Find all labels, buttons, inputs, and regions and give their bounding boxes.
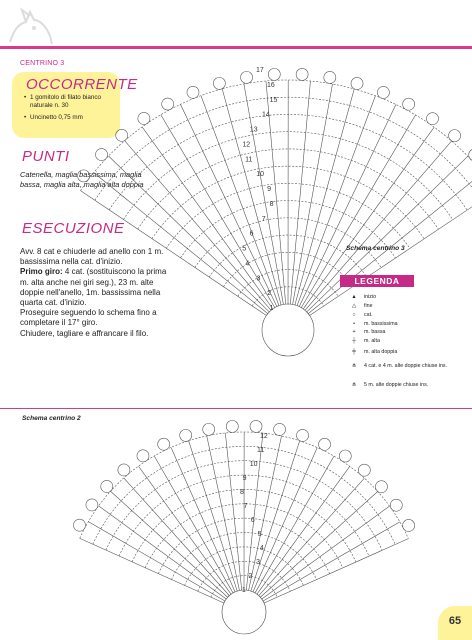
top-round-number: 13 xyxy=(249,126,258,134)
legend-label: m. bassissima xyxy=(364,320,398,327)
bottom-diagram-picot xyxy=(101,480,113,492)
top-diagram-picot xyxy=(449,130,461,142)
cluster-4-icon: ⋔ xyxy=(351,362,357,369)
bottom-diagram-caption: Schema centrino 2 xyxy=(22,415,81,422)
legend-label: 4 cat. e 4 m. alte doppie chiuse ins. xyxy=(364,362,448,369)
top-diagram-stitch-line xyxy=(80,191,266,316)
double-crochet-icon: ┼ xyxy=(352,337,356,344)
top-round-number: 15 xyxy=(269,96,278,104)
top-round-number: 10 xyxy=(256,171,265,179)
bottom-diagram-picot xyxy=(203,423,215,435)
bottom-round-number: 3 xyxy=(256,559,260,566)
slip-stitch-icon: • xyxy=(353,320,355,327)
materials-item: • 1 gomitolo di filato bianco naturale n. 30 xyxy=(24,94,118,110)
top-diagram-picot xyxy=(187,86,199,98)
top-diagram-picot xyxy=(351,77,363,89)
bottom-round-number: 12 xyxy=(260,433,268,440)
top-diagram-picot xyxy=(268,68,280,80)
bottom-diagram-picot xyxy=(226,420,238,432)
legend-item xyxy=(348,380,428,390)
bottom-diagram-stitch-line xyxy=(99,506,227,599)
legend-title: LEGENDA xyxy=(340,275,414,287)
bottom-round-number: 7 xyxy=(243,503,248,510)
middle-rule xyxy=(0,408,472,409)
top-round-number: 14 xyxy=(261,111,270,119)
legend-label: m. alta doppia xyxy=(364,348,398,355)
top-diagram-picot xyxy=(162,98,174,110)
bottom-diagram-stitch-line xyxy=(171,447,235,591)
top-diagram-picot xyxy=(213,77,225,89)
execution-p1: Avv. 8 cat e chiuderle ad anello con 1 m. bassissima nella cat. d'inizio. xyxy=(20,247,164,267)
bottom-diagram-picot xyxy=(403,519,415,531)
top-round-number: 11 xyxy=(245,156,253,164)
top-diagram-stitch-line xyxy=(222,89,281,305)
top-diagram-picot xyxy=(116,129,128,141)
materials-heading: OCCORRENTE xyxy=(26,76,138,93)
bottom-diagram-picot xyxy=(73,519,85,531)
bottom-diagram-stitch-line xyxy=(263,522,400,601)
bottom-round-number: 11 xyxy=(256,447,265,454)
top-round-number: 16 xyxy=(266,81,275,89)
bottom-diagram-stitch-line xyxy=(259,478,365,595)
top-diagram-picot xyxy=(403,98,415,110)
end-arrow-icon: △ xyxy=(351,302,357,309)
stitches-heading: PUNTI xyxy=(22,148,70,165)
legend-label: fine xyxy=(364,302,373,309)
top-round-number: 5 xyxy=(242,245,247,253)
section-tag: CENTRINO 3 xyxy=(20,60,65,67)
top-diagram-picot xyxy=(241,71,253,83)
bottom-diagram-picot xyxy=(339,450,351,462)
top-diagram-stitch-line xyxy=(307,156,468,312)
top-round-number: 12 xyxy=(242,141,251,149)
single-crochet-icon: + xyxy=(352,328,356,335)
bottom-diagram-stitch-line xyxy=(124,478,229,596)
bottom-diagram-stitch-line xyxy=(154,456,233,593)
bottom-round-number: 10 xyxy=(249,461,258,468)
bottom-diagram-stitch-line xyxy=(259,506,390,599)
top-round-number: 2 xyxy=(267,290,272,298)
bottom-round-number: 9 xyxy=(242,475,247,482)
bottom-diagram-picot xyxy=(358,464,370,476)
treble-crochet-icon: ╪ xyxy=(352,348,356,355)
chain-icon: ○ xyxy=(352,311,356,318)
bottom-diagram-stitch-line xyxy=(250,448,317,592)
top-round-number: 1 xyxy=(269,305,274,312)
top-diagram-picot xyxy=(377,86,389,98)
bottom-diagram-stitch-line xyxy=(88,522,225,601)
top-round-number: 7 xyxy=(261,215,266,223)
top-round-number: 8 xyxy=(269,200,274,208)
top-diagram-picot xyxy=(324,71,336,83)
materials-item: • Uncinetto 0,75 mm xyxy=(24,114,118,122)
bottom-diagram-picot xyxy=(250,420,262,432)
execution-p2: 4 cat. (sostituiscono la prima m. alta anche nei giri seg.), 23 m. alte doppie nell'anello, 1m. bassissima nella quarta cat. d'inizio. xyxy=(20,267,167,308)
stitches-text: Catenella, maglia bassissima, maglia bassa, maglia alta, maglia alta doppia xyxy=(20,170,144,189)
bottom-round-number: 1 xyxy=(241,587,246,594)
bottom-diagram-picot xyxy=(319,438,331,450)
execution-p3: Proseguire seguendo lo schema fino a completare il 17° giro. xyxy=(20,308,157,328)
bottom-round-number: 6 xyxy=(250,517,255,524)
top-diagram-picot xyxy=(96,149,108,161)
bottom-round-number: 2 xyxy=(248,573,253,580)
top-round-number: 9 xyxy=(267,186,272,193)
legend-item xyxy=(348,361,447,371)
top-diagram-stitch-line xyxy=(94,173,268,314)
top-diagram-picot xyxy=(426,113,438,125)
bottom-round-number: 8 xyxy=(240,489,244,496)
bottom-diagram-fan xyxy=(73,420,414,634)
bottom-diagram-center-ring xyxy=(222,590,266,634)
legend-item xyxy=(348,336,380,346)
legend-label: m. bassa xyxy=(364,328,386,335)
legend-item xyxy=(348,347,397,357)
top-diagram-picot xyxy=(78,170,90,182)
bottom-diagram-picot xyxy=(375,481,387,493)
bottom-round-number: 4 xyxy=(259,545,264,552)
round1-label: Primo giro: xyxy=(20,267,63,277)
top-diagram-stitch-line xyxy=(295,89,354,305)
bottom-diagram-picot xyxy=(86,499,98,511)
bottom-diagram-picot xyxy=(180,429,192,441)
bottom-diagram-picot xyxy=(274,423,286,435)
bottom-diagram-stitch-line xyxy=(255,456,334,593)
top-diagram-stitch-line xyxy=(310,191,472,316)
top-diagram-picot xyxy=(138,112,150,124)
bottom-diagram-picot xyxy=(390,499,402,511)
top-round-number: 6 xyxy=(249,230,254,238)
top-diagram-stitch-line xyxy=(108,156,272,312)
bottom-diagram-picot xyxy=(297,429,309,441)
legend-label: cat. xyxy=(364,311,373,318)
bottom-diagram-stitch-line xyxy=(80,538,224,603)
page-number: 65 xyxy=(438,606,472,640)
bottom-round-number: 5 xyxy=(257,531,262,538)
execution-heading: ESECUZIONE xyxy=(22,220,125,237)
top-diagram-picot xyxy=(296,68,308,80)
bottom-diagram-stitch-line xyxy=(246,433,263,590)
bottom-diagram-picot xyxy=(137,450,149,462)
top-diagram-stitch-line xyxy=(180,104,276,306)
bottom-diagram-stitch-line xyxy=(225,433,241,590)
top-diagram-stitch-line xyxy=(293,84,333,304)
execution-p4: Chiudere, tagliare e affrancare il filo. xyxy=(20,328,149,338)
legend-label: inizio xyxy=(364,293,377,300)
bottom-diagram-picot xyxy=(118,464,130,476)
top-diagram-fan xyxy=(78,68,472,356)
cluster-5-icon: ⋔ xyxy=(351,381,357,388)
top-round-number: 3 xyxy=(256,275,261,283)
start-arrow-icon: ▲ xyxy=(351,293,357,300)
legend-label: m. alta xyxy=(364,337,380,344)
legend-label: 5 m. alte doppie chiuse ins. xyxy=(364,381,429,388)
bottom-diagram-picot xyxy=(158,438,170,450)
bottom-diagram-stitch-line xyxy=(264,539,408,603)
top-round-number: 4 xyxy=(245,260,250,268)
top-diagram-stitch-line xyxy=(308,173,472,314)
top-diagram-caption: Schema centrino 3 xyxy=(346,245,405,252)
top-round-number: 17 xyxy=(256,67,264,74)
top-diagram-stitch-line xyxy=(142,127,273,309)
